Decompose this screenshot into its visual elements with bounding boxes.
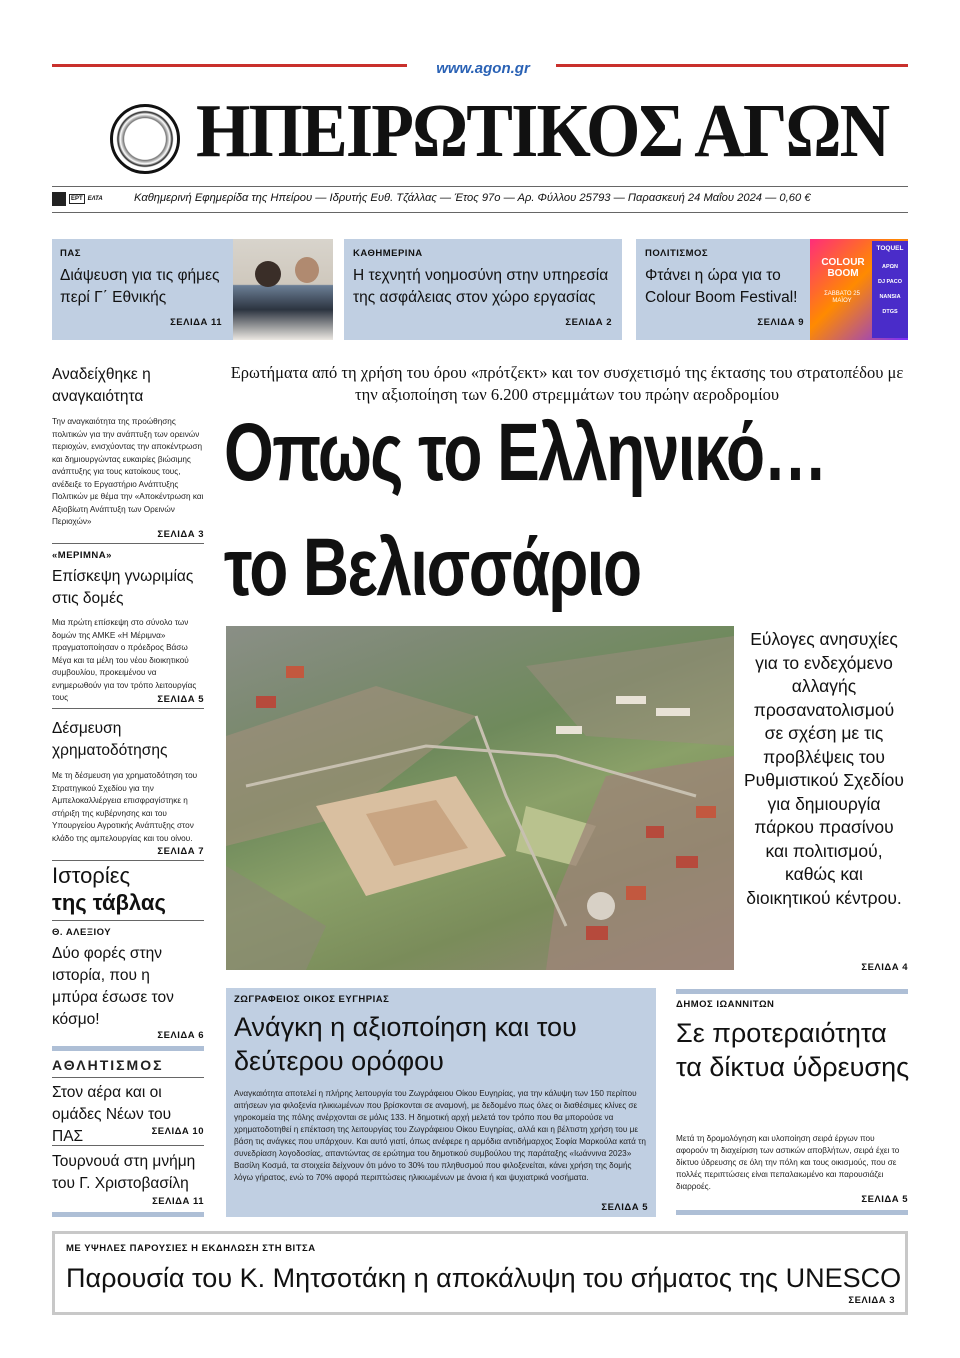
stories-title[interactable]: Δύο φορές στην ιστορία, που η μπύρα έσωσε τον κόσμο! — [52, 945, 174, 1028]
stories-divider — [52, 920, 204, 921]
dateline: Καθημερινή Εφημερίδα της Ηπείρου — Ιδρυτής Ευθ. Τζάλλας — Έτος 97ο — Αρ. Φύλλου 25793 — Παρασκευή 24 Μαΐου 2024 — 0,60 € — [134, 192, 811, 204]
poster-title: COLOUR BOOM — [821, 257, 865, 279]
top-rule-left — [52, 64, 407, 67]
sidebar-page-ref: ΣΕΛΙΔΑ 7 — [157, 846, 204, 857]
bottom-banner[interactable] — [52, 1231, 908, 1315]
lineup-item: ΑΡΩΝ — [881, 264, 899, 270]
municipal-body: Μετά τη δρομολόγηση και υλοποίηση σειρά έργων που αφορούν τη διαχείριση των αστικών αποβλήτων, σειρά έχει το δίκτυο ύδρευσης σε όλη την πόλη και τους οικισμούς, που σε πολλές περιπτώσεις είναι πεπαλαιωμένο και παρουσιάζει διαρροές. — [676, 1134, 900, 1191]
sports-divider — [52, 1145, 204, 1146]
bottom-title: Παρουσία του Κ. Μητσοτάκη η αποκάλυψη του σήματος της UNESCO — [66, 1263, 902, 1293]
feature-kicker: ΖΩΓΡΑΦΕΙΟΣ ΟΙΚΟΣ ΕΥΓΗΡΙΑΣ — [234, 994, 390, 1005]
logo-badge-icon — [52, 192, 66, 206]
website-url[interactable]: www.agon.gr — [436, 60, 530, 77]
sidebar-kicker: «ΜΕΡΙΜΝΑ» — [52, 550, 112, 561]
feature-box[interactable] — [226, 988, 656, 1217]
person-right — [295, 257, 319, 283]
municipal-kicker: ΔΗΜΟΣ ΙΩΑΝΝΙΤΩΝ — [676, 999, 775, 1010]
lead-caption: Εύλογες ανησυχίες για το ενδεχόμενο αλλαγής προσανατολισμού σε σχέση με τις προβλέψεις του Ρυθμιστικού Σχεδίου για δημιουργία πάρκου πρασίνου και πολιτισμού, καθώς και διοικητικού κέντρου. — [744, 629, 904, 908]
lineup-item: DTGS — [882, 309, 898, 315]
top-rule-right — [556, 64, 908, 67]
stories-title-line1: Ιστορίες — [52, 863, 131, 888]
teaser-page-ref: ΣΕΛΙΔΑ 9 — [757, 317, 804, 328]
teaser-kicker: ΚΑΘΗΜΕΡΙΝΑ — [353, 248, 423, 259]
lead-headline-line1[interactable]: Οπως το Ελληνικό… — [224, 407, 826, 498]
lead-subhead: Ερωτήματα από τη χρήση του όρου «πρότζεκτ» και τον συσχετισμό της έκτασης του στρατοπέδου με την αξιοποίηση των 6.200 στρεμμάτων του πρώην αεροδρομίου — [230, 363, 904, 404]
lineup-item: NANSIA — [879, 294, 901, 300]
person-left — [255, 261, 281, 287]
lead-page-ref: ΣΕΛΙΔΑ 4 — [861, 962, 908, 973]
municipal-rule — [676, 989, 908, 994]
sidebar-title[interactable]: Επίσκεψη γνωριμίας στις δομές — [52, 568, 194, 607]
bottom-kicker: ΜΕ ΥΨΗΛΕΣ ΠΑΡΟΥΣΙΕΣ Η ΕΚΔΗΛΩΣΗ ΣΤΗ ΒΙΤΣΑ — [66, 1243, 316, 1254]
sports-bottom-rule — [52, 1212, 204, 1217]
lineup-item: TOQUEL — [876, 245, 904, 252]
newspaper-seal-icon — [110, 104, 180, 174]
logo-ert-icon: ΕΡΤ — [71, 196, 83, 202]
sidebar-body: Μια πρώτη επίσκεψη στο σύνολο των δομών της ΑΜΚΕ «Η Μέριμνα» πραγματοποίησαν ο πρόεδρος Βάσω Μέγα και τα μέλη του νέου διοικητικού συμβουλίου, προκειμένου να ενημερωθούν για τον τρόπο λειτουργίας τους — [52, 618, 197, 702]
feature-body: Αναγκαιότητα αποτελεί η πλήρης λειτουργία του Ζωγράφειου Οίκου Ευγηρίας, για την κάλυψη των 150 περίπου αιτήσεων για φιλοξενία ηλικιωμένων που βρίσκονται σε αναμονή, με δεδομένο πως όλες οι διαθέσιμες κλίνες σε γηροκομεία της πόλης ανέρχονται σε μόλις 133. Η δημοτική αρχή μελετά τον τρόπο που θα μπορούσε να χρηματοδοτηθεί η επέκταση της λειτουργίας του Ζωγράφειου Οίκου Ευγηρίας, αλλά και η βέλτιστη χρήση του με βάση τις ανάγκες που υπάρχουν. Και αυτό γιατί, όπως ανέφερε η αρμόδια αντιδήμαρχος Σοφία Μαρκούλα κατά τη συνεδρίαση λογοδοσίας, απαντώντας σε ερώτημα του δημοτικού συμβούλου της παράταξης «Ιωάννινα 2023» Βασίλη Κοσμά, τα στοιχεία δείχνουν ότι μόνο το 30% του πληθυσμού που φιλοξενείται, κάνει χρήση της δομής λόγω γήρατος, ενώ το 70% αφορά περιπτώσεις ηλικιωμένων με άνοια ή και ψυχιατρικά νοσήματα. — [234, 1089, 646, 1182]
sports-item-title[interactable]: Τουρνουά στη μνήμη του Γ. Χριστοβασίλη — [52, 1153, 196, 1192]
teaser-kicker: ΠΟΛΙΤΙΣΜΟΣ — [645, 248, 709, 259]
festival-poster — [810, 239, 908, 340]
teaser-title: Διάψευση για τις φήμες περί Γ΄ Εθνικής — [60, 267, 220, 306]
teaser-title: Φτάνει η ώρα για το Colour Boom Festival! — [645, 267, 798, 306]
teaser-page-ref: ΣΕΛΙΔΑ 11 — [170, 317, 222, 328]
feature-title: Ανάγκη η αξιοποίηση και του δεύτερου ορόφου — [234, 1012, 577, 1076]
feature-page-ref: ΣΕΛΙΔΑ 5 — [601, 1202, 648, 1213]
stories-title-line2: της τάβλας — [52, 890, 166, 915]
sidebar-body: Την αναγκαιότητα της προώθησης πολιτικών για την ανάπτυξη των ορεινών περιοχών, ενισχύοντας την αποκέντρωση και δημιουργώντας ευκαιρίες βιώσιμης ανάπτυξης για τους κατοίκους τους, ανέδειξε το Εργαστήριο Ανάπτυξης Πολιτικών με θέμα την «Αποκέντρωση και Αξιοβίωτη Ανάπτυξη των Ορεινών Περιοχών» — [52, 417, 204, 526]
teaser-kicker: ΠΑΣ — [60, 248, 81, 259]
sidebar-body: Με τη δέσμευση για χρηματοδότηση του Στρατηγικού Σχεδίου για την Αμπελοκαλλιέργεια επισφραγίστηκε η στήριξη της κυβέρνησης και του Υπουργείου Αγροτικής Ανάπτυξης στον κλάδο της αμπελουργίας και του οίνου. — [52, 771, 198, 843]
municipal-bottom-rule — [676, 1210, 908, 1215]
municipal-title[interactable]: Σε προτεραιότητα τα δίκτυα ύδρευσης — [676, 1018, 910, 1082]
stories-page-ref: ΣΕΛΙΔΑ 6 — [157, 1030, 204, 1041]
sidebar-divider — [52, 860, 204, 861]
sports-divider — [52, 1077, 204, 1078]
lineup-item: DJ PACO — [877, 279, 903, 285]
sports-section-label: ΑΘΛΗΤΙΣΜΟΣ — [52, 1057, 164, 1073]
stories-kicker: Θ. ΑΛΕΞΙΟΥ — [52, 927, 112, 938]
press-conference-photo — [233, 239, 333, 340]
sidebar-divider — [52, 543, 204, 544]
aerial-photo-camp — [226, 626, 734, 970]
teaser-box-pas[interactable] — [52, 239, 333, 340]
sports-page-ref: ΣΕΛΙΔΑ 10 — [151, 1126, 204, 1137]
masthead: ΗΠΕΙΡΩΤΙΚΟΣ ΑΓΩΝ — [196, 89, 889, 173]
stories-column-title — [52, 862, 204, 916]
sports-page-ref: ΣΕΛΙΔΑ 11 — [152, 1196, 204, 1207]
municipal-page-ref: ΣΕΛΙΔΑ 5 — [861, 1194, 908, 1205]
sports-item-title[interactable]: Στον αέρα και οι ομάδες Νέων του ΠΑΣ — [52, 1084, 172, 1145]
teaser-box-festival[interactable] — [636, 239, 908, 340]
logo-elta-icon: ΕΛΤΑ — [87, 196, 103, 202]
sidebar-page-ref: ΣΕΛΙΔΑ 5 — [157, 694, 204, 705]
sports-rule — [52, 1046, 204, 1051]
sidebar-page-ref: ΣΕΛΙΔΑ 3 — [157, 529, 204, 540]
dateline-bottom-rule — [52, 212, 908, 213]
lead-headline-line2[interactable]: το Βελισσάριο — [224, 522, 641, 613]
publisher-logos — [52, 191, 118, 207]
sidebar-title[interactable]: Δέσμευση χρηματοδότησης — [52, 720, 168, 759]
sidebar-divider — [52, 708, 204, 709]
teaser-box-ai[interactable] — [344, 239, 622, 340]
teaser-title: Η τεχνητή νοημοσύνη στην υπηρεσία της ασφάλειας στον χώρο εργασίας — [353, 267, 609, 306]
sidebar-title[interactable]: Αναδείχθηκε η αναγκαιότητα — [52, 366, 151, 405]
teaser-page-ref: ΣΕΛΙΔΑ 2 — [565, 317, 612, 328]
poster-date: ΣΑΒΒΑΤΟ 25 ΜΑΪΟΥ — [824, 291, 860, 304]
poster-lineup — [872, 241, 908, 338]
dateline-top-rule — [52, 186, 908, 187]
aerial-photo-drawing — [226, 626, 734, 970]
bottom-page-ref: ΣΕΛΙΔΑ 3 — [848, 1295, 895, 1306]
